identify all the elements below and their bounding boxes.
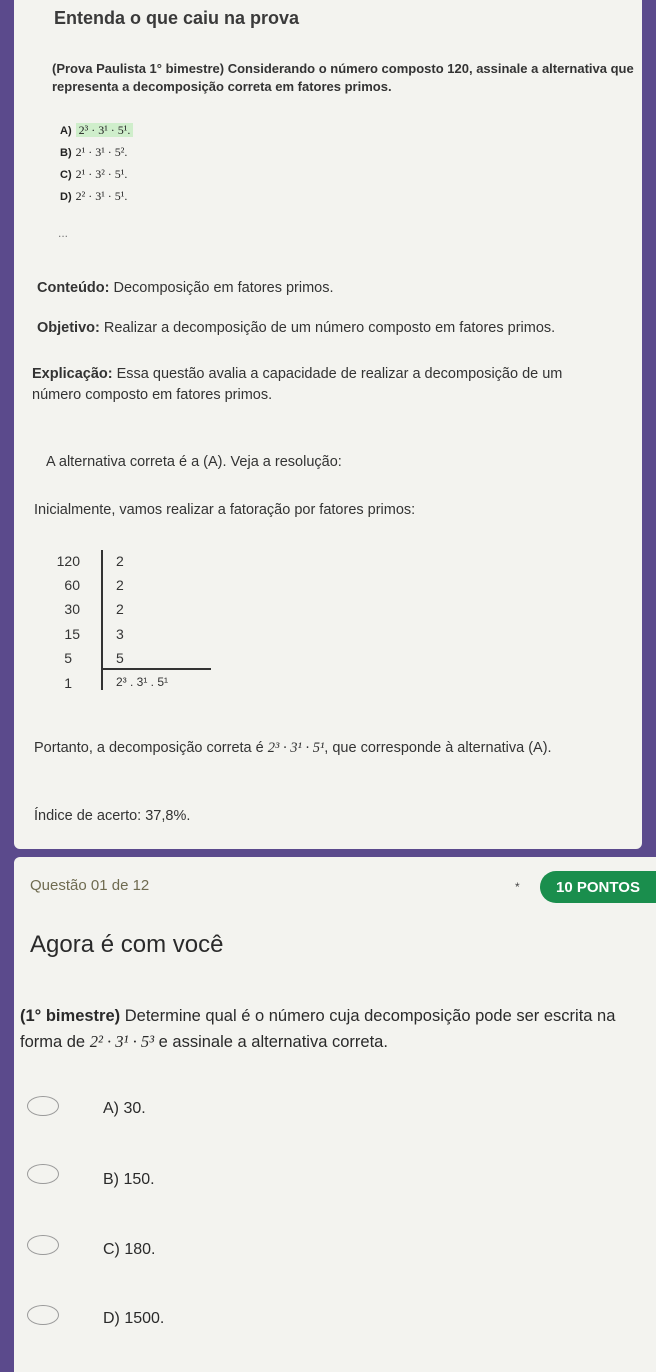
points-badge: 10 PONTOS (540, 871, 656, 903)
option-label: B) (60, 147, 72, 159)
objetivo-label: Objetivo: (37, 320, 100, 336)
choice-a-label[interactable]: A) 30. (103, 1100, 146, 1117)
factorization-intro: Inicialmente, vamos realizar a fatoração por fatores primos: (34, 502, 416, 518)
question-prompt (20, 1003, 650, 1055)
objetivo-value: Realizar a decomposição de um número composto em fatores primos. (99, 320, 556, 336)
example-question-text: (Prova Paulista 1° bimestre) Considerando o número composto 120, assinale a alternativa que representa a decomposição correta em fatores primos. (52, 61, 634, 94)
required-marker: * (515, 880, 520, 894)
question-bimestre: (1° bimestre) (20, 1007, 121, 1025)
factor-divisor: 5 (116, 650, 124, 666)
radio-choice-c[interactable] (27, 1235, 59, 1255)
ellipsis: ... (58, 226, 69, 240)
correct-alternative-text: A alternativa correta é a (A). Veja a resolução: (46, 454, 342, 470)
choice-c-label[interactable]: C) 180. (103, 1241, 156, 1258)
choice-d-label[interactable]: D) 1500. (103, 1310, 165, 1327)
radio-choice-a[interactable] (27, 1096, 59, 1116)
example-option-a (60, 123, 133, 138)
option-expression: 2¹ · 3² · 5¹. (75, 167, 128, 181)
question-counter: Questão 01 de 12 (30, 877, 150, 894)
radio-choice-b[interactable] (27, 1164, 59, 1184)
conclusion-text (34, 738, 634, 759)
explicacao-text (32, 364, 612, 406)
option-label: A) (60, 125, 72, 137)
accuracy-index: Índice de acerto: 37,8%. (34, 808, 191, 824)
division-horizontal-line (101, 668, 211, 670)
option-label: D) (60, 191, 72, 203)
factor-number: 5 (64, 650, 72, 666)
factor-number: 30 (64, 601, 80, 617)
section-title: Entenda o que caiu na prova (54, 8, 300, 28)
factor-divisor: 2 (116, 601, 124, 617)
prompt-part-2: e assinale a alternativa correta. (154, 1033, 388, 1051)
factor-number: 1 (64, 675, 72, 691)
choice-b-label[interactable]: B) 150. (103, 1171, 155, 1188)
prompt-part-1: Determine qual é o número cuja decomposição pode ser escrita na forma de (20, 1007, 616, 1051)
factor-divisor: 3 (116, 626, 124, 642)
option-label: C) (60, 169, 72, 181)
example-option-c (60, 167, 127, 182)
option-expression: 2² · 3¹ · 5¹. (75, 189, 128, 203)
conclusion-expression: 2³ · 3¹ · 5¹ (267, 740, 325, 756)
conteudo-label: Conteúdo: (37, 280, 110, 296)
factor-number: 15 (64, 626, 80, 642)
conclusion-part-1: Portanto, a decomposição correta é (34, 740, 268, 756)
option-expression: 2³ · 3¹ · 5¹. (76, 123, 134, 137)
example-option-d (60, 189, 127, 204)
prompt-expression: 2² · 3¹ · 5³ (89, 1032, 155, 1051)
radio-choice-d[interactable] (27, 1305, 59, 1325)
factor-divisor: 2 (116, 577, 124, 593)
factor-result: 2³ . 3¹ . 5¹ (116, 675, 169, 689)
factor-number: 60 (64, 577, 80, 593)
conteudo-text (37, 278, 637, 299)
objetivo-text (37, 318, 637, 339)
question-heading: Agora é com você (30, 931, 224, 958)
explicacao-label: Explicação: (32, 366, 113, 382)
factor-divisor: 2 (116, 553, 124, 569)
option-expression: 2¹ · 3¹ · 5². (75, 145, 128, 159)
conclusion-part-2: , que corresponde à alternativa (A). (324, 740, 552, 756)
conteudo-value: Decomposição em fatores primos. (109, 280, 334, 296)
example-option-b (60, 145, 127, 160)
explicacao-value: Essa questão avalia a capacidade de realizar a decomposição de um número composto em fatores primos. (32, 366, 563, 403)
factor-number: 120 (56, 553, 80, 569)
